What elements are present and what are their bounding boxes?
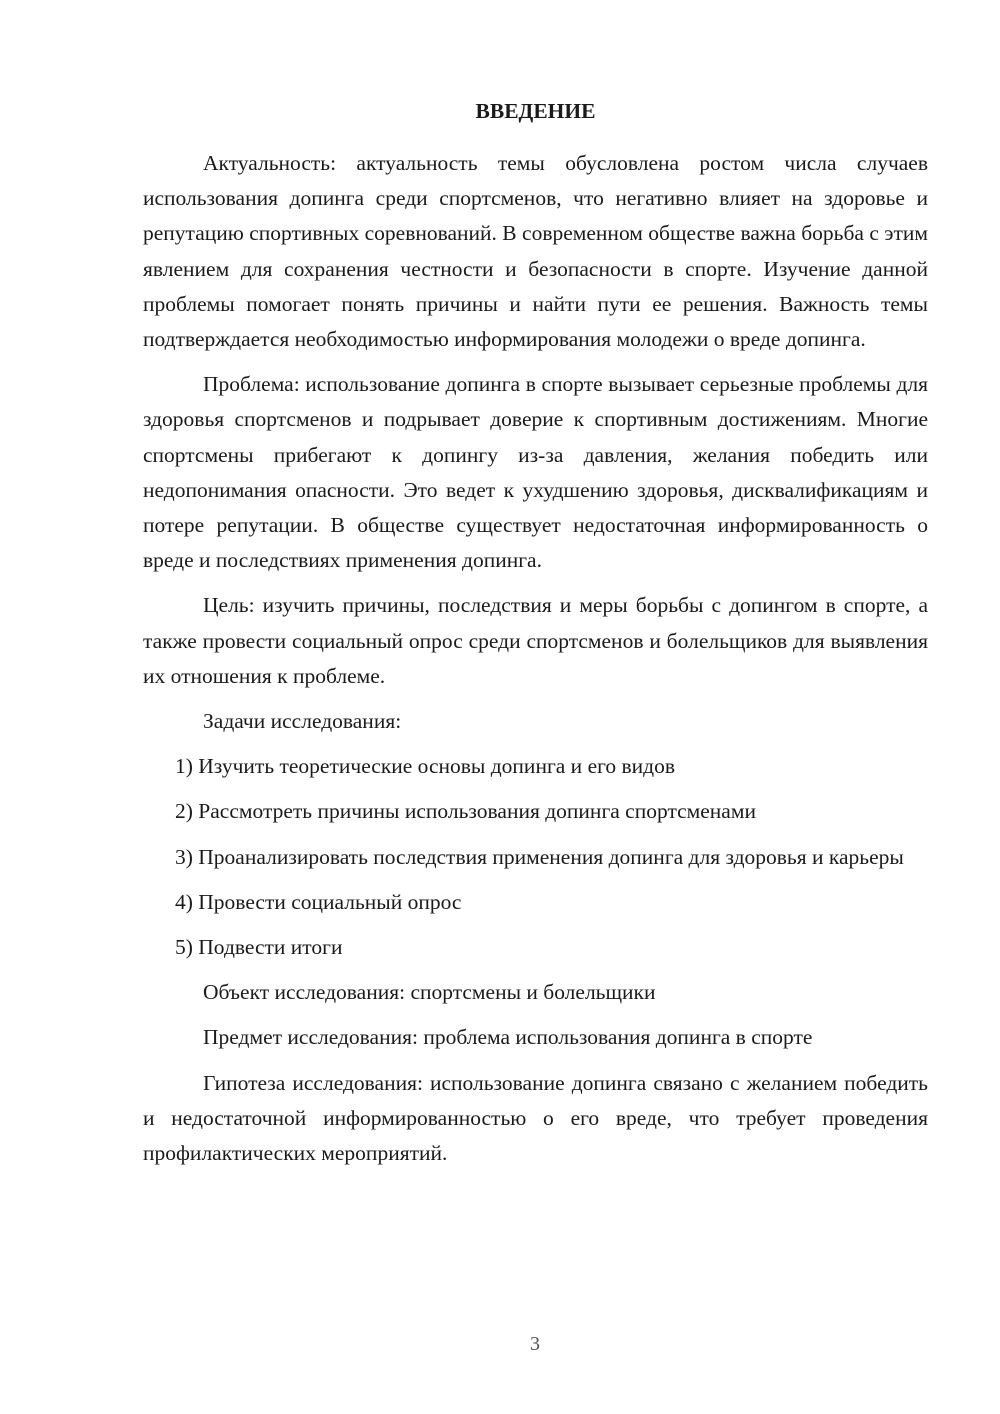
page-number: 3 [530, 1333, 540, 1355]
problem-paragraph: Проблема: использование допинга в спорте вызывает серьезные проблемы для здоровья спортсменов и подрывает доверие к спортивным достижениям. Многие спортсмены прибегают к допингу из-за давления, желания победить или недопонимания опасности. Это ведет к ухудшению здоровья, дисквалификациям и потере репутации. В обществе существует недостаточная информированность о вреде и последствиях применения допинга. [143, 372, 928, 573]
task-item-5: 5) Подвести итоги [175, 935, 343, 960]
task-item-3: 3) Проанализировать последствия применения допинга для здоровья и карьеры [175, 844, 904, 869]
goal-paragraph: Цель: изучить причины, последствия и меры борьбы с допингом в спорте, а также провести социальный опрос среди спортсменов и болельщиков для выявления их отношения к проблеме. [143, 593, 928, 688]
task-item-1: 1) Изучить теоретические основы допинга и его видов [175, 754, 676, 779]
task-item-2: 2) Рассмотреть причины использования допинга спортсменами [175, 799, 756, 824]
research-object: Объект исследования: спортсмены и болельщики [203, 980, 656, 1005]
research-hypothesis: Гипотеза исследования: использование допинга связано с желанием победить и недостаточной информированностью о его вреде, что требует проведения профилактических мероприятий. [143, 1070, 928, 1166]
relevance-paragraph: Актуальность: актуальность темы обусловлена ростом числа случаев использования допинга среди спортсменов, что негативно влияет на здоровье и репутацию спортивных соревнований. В современном обществе важна борьба с этим явлением для сохранения честности и безопасности в спорте. Изучение данной проблемы помогает понять причины и найти пути ее решения. Важность темы подтверждается необходимостью информирования молодежи о вреде допинга. [143, 151, 928, 352]
tasks-heading: Задачи исследования: [203, 709, 402, 734]
task-item-4: 4) Провести социальный опрос [175, 889, 462, 914]
research-subject: Предмет исследования: проблема использования допинга в спорте [203, 1025, 813, 1050]
document-page [143, 92, 928, 1181]
section-title: ВВЕДЕНИЕ [475, 99, 596, 123]
